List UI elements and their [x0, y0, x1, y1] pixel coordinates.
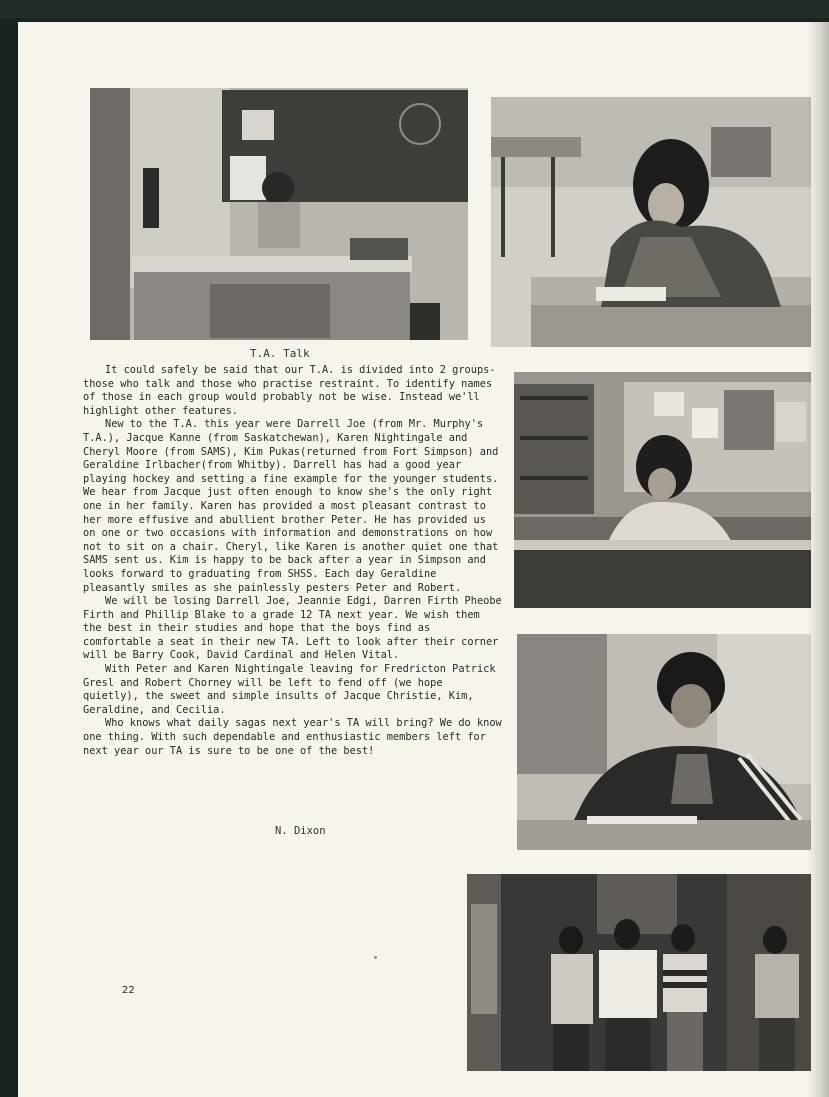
- ink-speck: [374, 956, 377, 959]
- article-title: T.A. Talk: [250, 347, 310, 360]
- article-body: [83, 364, 503, 758]
- scan-background: [0, 0, 829, 18]
- photo-teacher-at-desk: [90, 88, 468, 340]
- page-number: 22: [122, 985, 135, 996]
- article-paragraph: With Peter and Karen Nightingale leaving for Fredricton Patrick Gresl and Robert Chorney will be left to fend off (we hope quietly), the sweet and simple insults of Jacque Christie, Kim, Geraldine, and Cecilia.: [83, 663, 496, 716]
- article-paragraph: New to the T.A. this year were Darrell Joe (from Mr. Murphy's T.A.), Jacque Kanne (from Saskatchewan), Karen Nightingale and Cheryl Moore (from SAMS), Kim Pukas(returned from Fort Simpson) and Geraldine Irlbacher(from Whitby). Darrell has had a good year playing hockey and setting a fine example for the younger students. We hear from Jacque just often enough to know she's the only right one in her family. Karen has provided a most pleasant contrast to her more effusive and abullient brother Peter. He has provided us on one or two occasions with information and demonstrations on how not to sit on a chair. Cheryl, like Karen is another quiet one that SAMS sent us. Kim is happy to be back after a year in Simpson and looks forward to graduating from SHSS. Each day Geraldine pleasantly smiles as she painlessly pesters Peter and Robert.: [83, 418, 499, 594]
- photo-student-in-track-jacket: [517, 634, 811, 850]
- article-paragraph: Who knows what daily sagas next year's TA will bring? We do know one thing. With such dependable and enthusiastic members left for next year our TA is sure to be one of the best!: [83, 717, 502, 757]
- page-gutter-shadow: [807, 22, 829, 1097]
- article-paragraph: It could safely be said that our T.A. is divided into 2 groups-those who talk and those who practise restraint. To identify names of those in each group would probably not be wise. Instead we'll highlight other features.: [83, 364, 496, 417]
- photo-student-writing-at-desk: [491, 97, 811, 347]
- photo-group-of-students-in-hallway: [467, 874, 811, 1071]
- article-paragraph: We will be losing Darrell Joe, Jeannie Edgi, Darren Firth Pheobe Firth and Phillip Blake to a grade 12 TA next year. We wish them the best in their studies and hope that the boys find as comfortable a seat in their new TA. Left to look after their corner will be Barry Cook, David Cardinal and Helen Vital.: [83, 595, 502, 662]
- photo-student-at-bulletin-board: [514, 372, 811, 608]
- article-byline: N. Dixon: [275, 825, 326, 837]
